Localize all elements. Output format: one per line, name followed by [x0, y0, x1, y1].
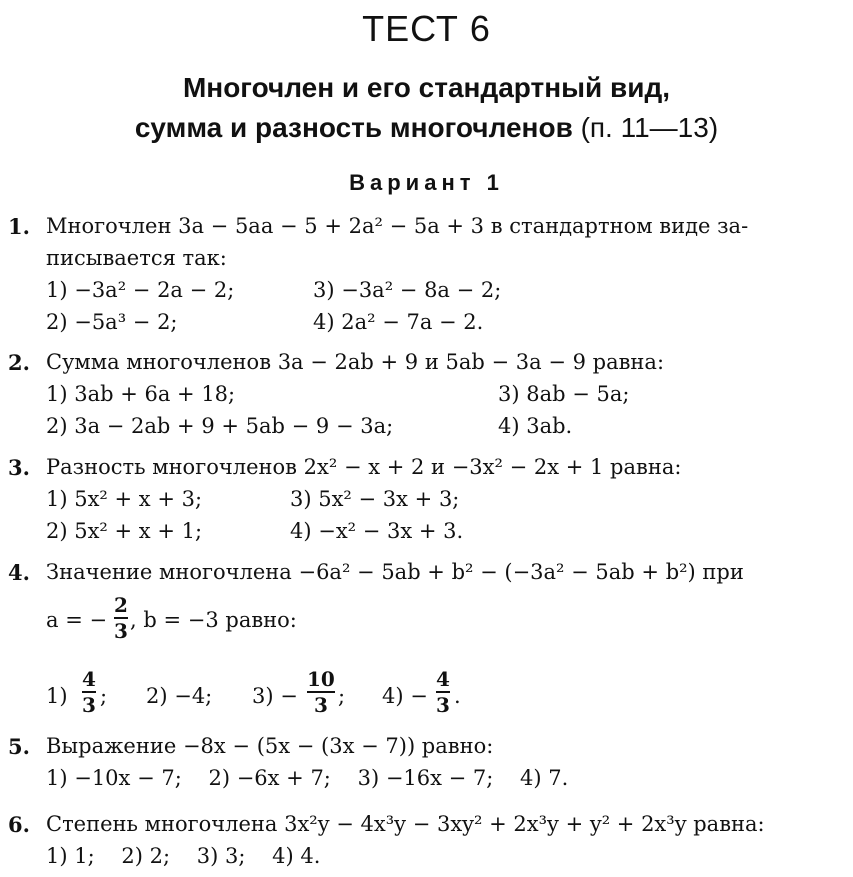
fraction-denominator: 3 [82, 693, 96, 717]
question-number: 3. [8, 455, 30, 480]
question-text: Сумма многочленов 3a − 2ab + 9 и 5ab − 3a − 9 равна: [46, 350, 665, 374]
question-text: Выражение −8x − (5x − (3x − 7)) равно: [46, 734, 494, 758]
question-number: 4. [8, 560, 30, 585]
answer-option: 4) 2a² − 7a − 2. [313, 310, 484, 334]
answer-option: 4) 3ab. [498, 414, 573, 438]
answer-option-4-label: 4) − [382, 684, 428, 708]
answer-option-1-tail: ; [100, 684, 108, 708]
answer-option: 1) 5x² + x + 3; [46, 487, 203, 511]
question-text-cont: писывается так: [46, 246, 227, 270]
test-title: ТЕСТ 6 [362, 8, 491, 49]
condition-a-label: a = − [46, 608, 108, 632]
fraction-numerator: 2 [114, 593, 128, 617]
question-text: Разность многочленов 2x² − x + 2 и −3x² − 2x + 1 равна: [46, 455, 682, 479]
answer-option: 1) 3ab + 6a + 18; [46, 382, 236, 406]
answer-option: 3) 5x² − 3x + 3; [290, 487, 460, 511]
answer-options: 1) 1; 2) 2; 3) 3; 4) 4. [46, 844, 321, 868]
fraction-a [114, 594, 128, 642]
question-text: Многочлен 3a − 5aa − 5 + 2a² − 5a + 3 в стандартном виде за- [46, 214, 749, 238]
answer-option-4-fraction [436, 668, 450, 716]
question-number: 6. [8, 812, 30, 837]
topic-heading [0, 68, 853, 148]
answer-option-4-tail: . [454, 684, 461, 708]
answer-option: 1) −3a² − 2a − 2; [46, 278, 235, 302]
answer-option: 3) 8ab − 5a; [498, 382, 630, 406]
question-text: Значение многочлена −6a² − 5ab + b² − (−3a² − 5ab + b²) при [46, 560, 744, 584]
question-number: 5. [8, 734, 30, 759]
fraction-denominator: 3 [313, 693, 328, 717]
fraction-denominator: 3 [114, 619, 128, 643]
topic-line-2-text: сумма и разность многочленов [134, 112, 573, 143]
fraction-numerator: 4 [436, 667, 450, 691]
variant-heading: Вариант 1 [349, 170, 504, 195]
condition-rest: , b = −3 равно: [130, 608, 297, 632]
topic-paragraph-ref: (п. 11—13) [580, 112, 719, 143]
answer-option-3-label: 3) − [252, 684, 298, 708]
question-text: Степень многочлена 3x²y − 4x³y − 3xy² + 2x³y + y² + 2x³y равна: [46, 812, 765, 836]
answer-option-1-label: 1) [46, 684, 68, 708]
fraction-numerator: 10 [307, 667, 335, 691]
question-number: 2. [8, 350, 30, 375]
answer-option: 2) −5a³ − 2; [46, 310, 178, 334]
answer-option-3-fraction [307, 668, 335, 716]
fraction-denominator: 3 [436, 693, 450, 717]
answer-option: 2) 5x² + x + 1; [46, 519, 203, 543]
answer-option-3-tail: ; [338, 684, 346, 708]
answer-option: 4) −x² − 3x + 3. [290, 519, 464, 543]
answer-option: 2) 3a − 2ab + 9 + 5ab − 9 − 3a; [46, 414, 394, 438]
topic-line-1: Многочлен и его стандартный вид, [182, 72, 671, 103]
fraction-numerator: 4 [82, 667, 96, 691]
answer-options: 1) −10x − 7; 2) −6x + 7; 3) −16x − 7; 4) 7. [46, 766, 569, 790]
answer-option: 3) −3a² − 8a − 2; [313, 278, 502, 302]
answer-option-2: 2) −4; [146, 684, 213, 708]
question-number: 1. [8, 214, 30, 239]
answer-option-1-fraction [82, 668, 96, 716]
topic-line-2 [0, 108, 853, 148]
